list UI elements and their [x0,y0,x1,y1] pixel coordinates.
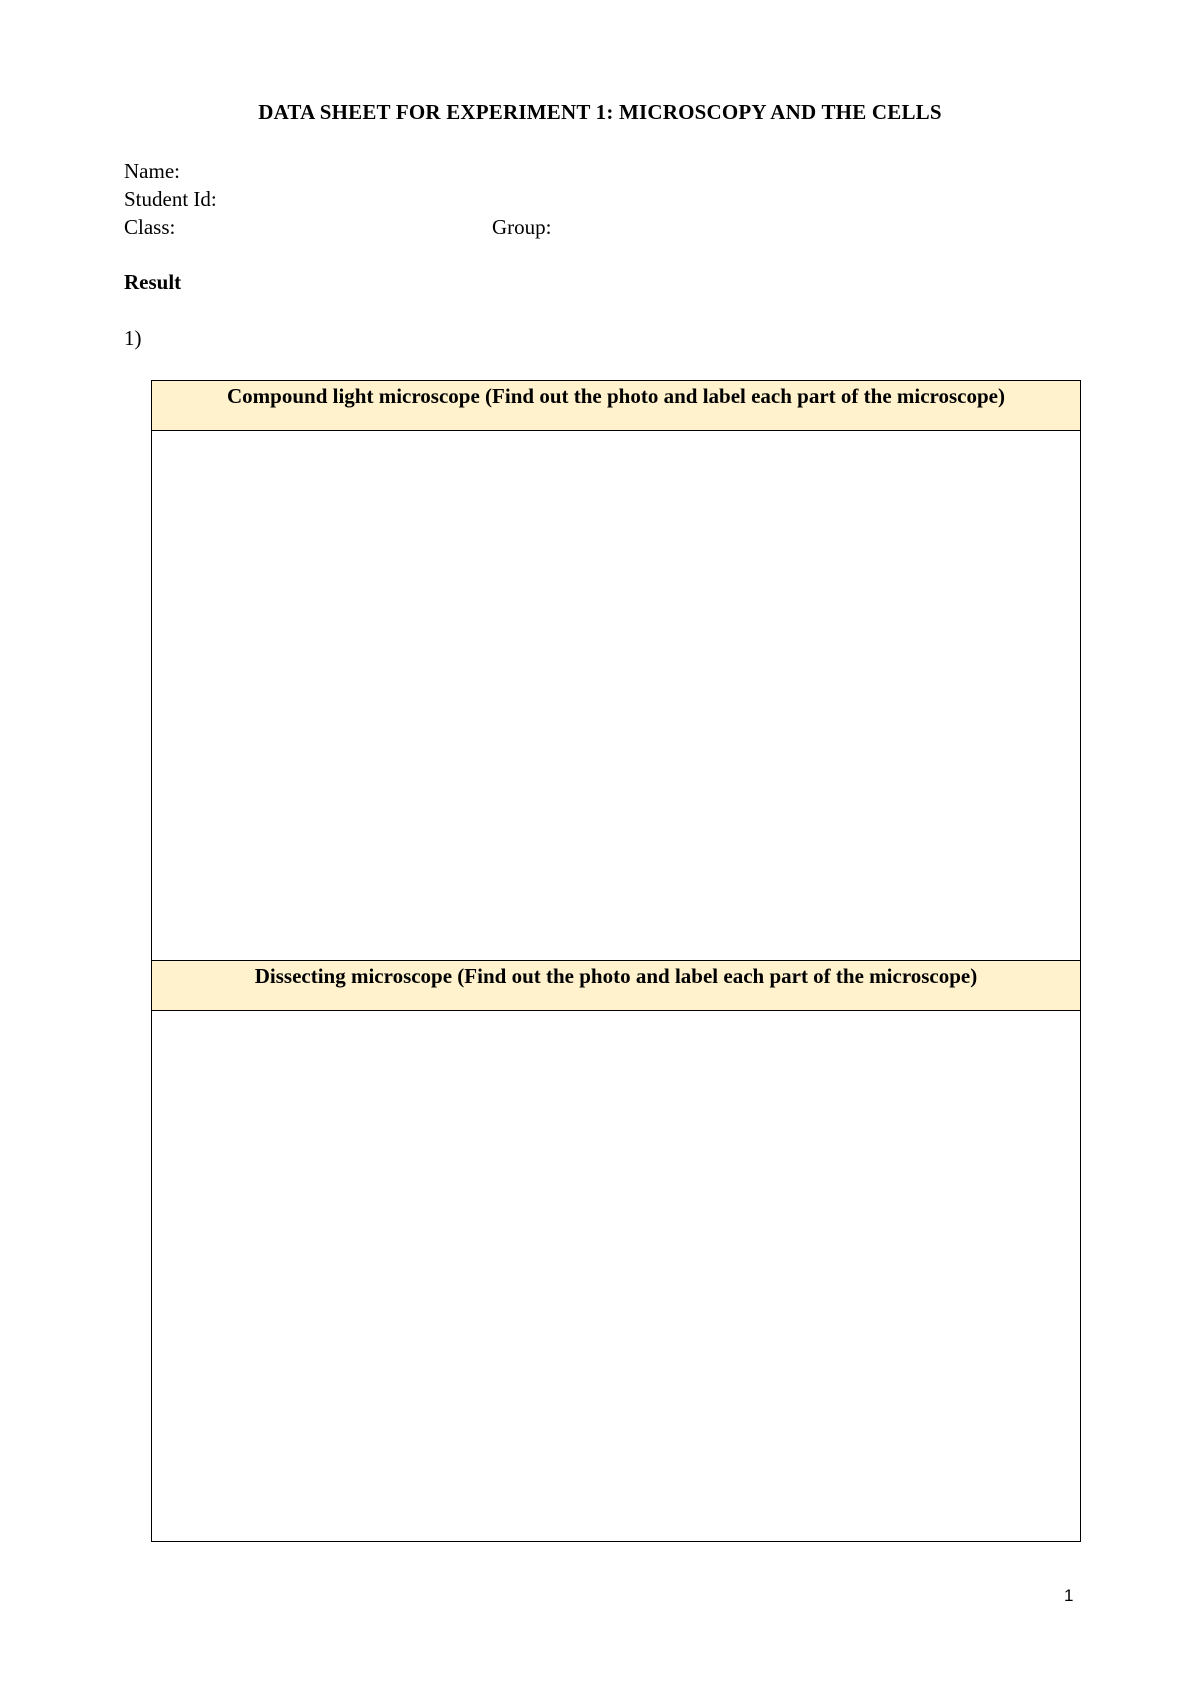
table-row [152,381,1081,431]
compound-microscope-header: Compound light microscope (Find out the photo and label each part of the microscope) [152,381,1081,431]
page-number: 1 [1064,1586,1074,1605]
table-row [152,1011,1081,1542]
class-field-label: Class: [124,215,176,239]
student-id-field-label: Student Id: [124,187,217,211]
document-title: DATA SHEET FOR EXPERIMENT 1: MICROSCOPY AND THE CELLS [258,100,942,124]
result-heading: Result [124,270,182,294]
dissecting-microscope-answer-area[interactable] [152,1011,1081,1542]
table-row [152,431,1081,961]
table-row [152,961,1081,1011]
item-number: 1) [124,326,142,350]
dissecting-microscope-header: Dissecting microscope (Find out the photo and label each part of the microscope) [152,961,1081,1011]
microscope-answer-table [151,380,1081,1542]
compound-microscope-answer-area[interactable] [152,431,1081,961]
group-field-label: Group: [492,215,552,239]
name-field-label: Name: [124,159,180,183]
